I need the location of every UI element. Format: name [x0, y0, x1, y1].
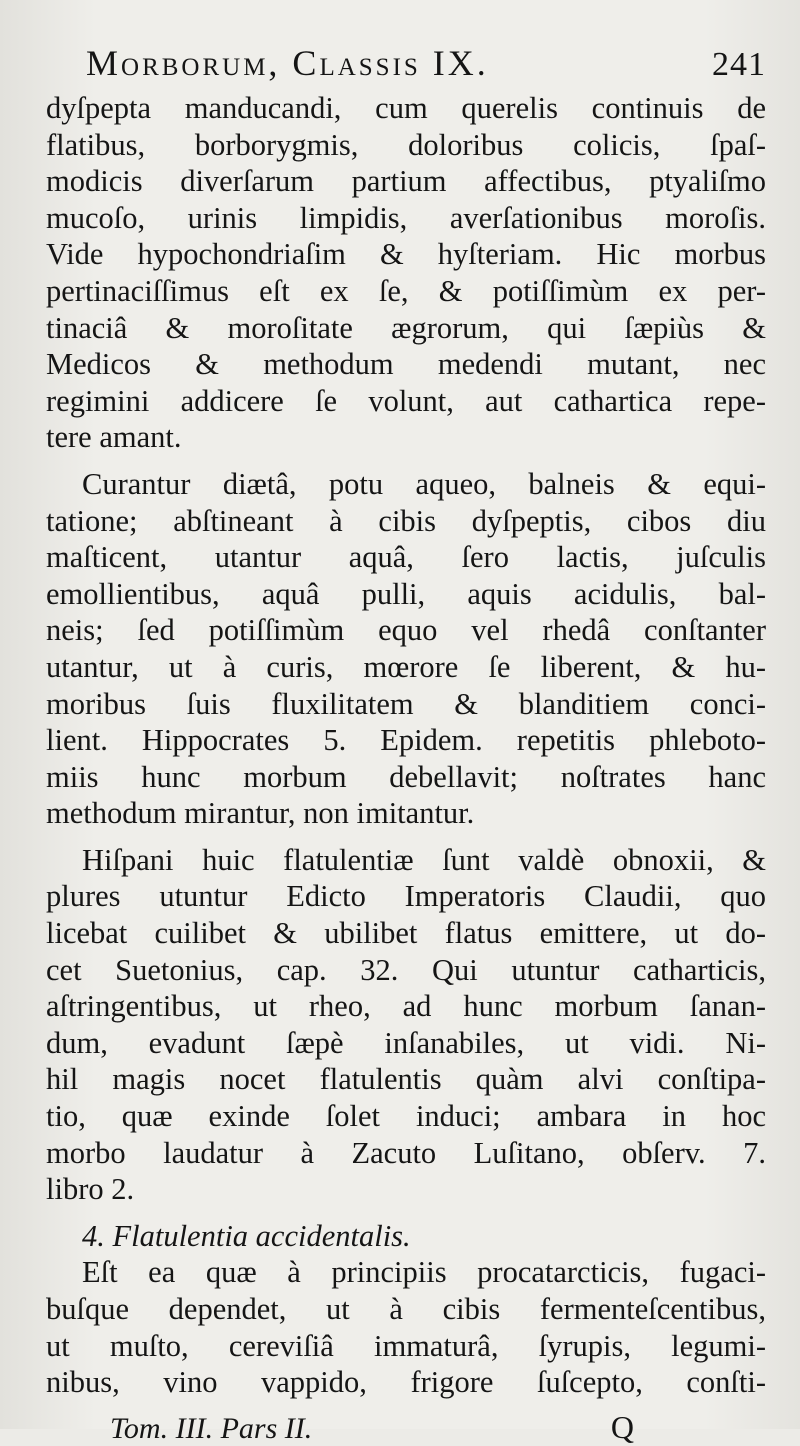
section-heading: 4. Flatulentia accidentalis. — [82, 1218, 411, 1253]
text-line: buſque dependet, ut à cibis fermenteſcentibus, — [46, 1292, 766, 1326]
page-number: 241 — [712, 46, 766, 83]
text-line: methodum mirantur, non imitantur. — [46, 796, 475, 831]
text-line: Eſt ea quæ à principiis procatarcticis, fugaci- — [82, 1255, 766, 1290]
body-text — [46, 90, 766, 1401]
text-line: tatione; abſtineant à cibis dyſpeptis, cibos diu — [46, 503, 766, 538]
text-line: maſticent, utantur aquâ, ſero lactis, juſculis — [46, 540, 766, 575]
volume-line: Tom. III. Pars II. — [110, 1411, 313, 1445]
page-footer — [46, 1409, 766, 1445]
text-line: Vide hypochondriaſim & hyſteriam. Hic morbus — [46, 237, 766, 272]
text-line: Hiſpani huic flatulentiæ ſunt valdè obnoxii, & — [82, 842, 766, 877]
text-line: flatibus, borborygmis, doloribus colicis, ſpaſ- — [46, 127, 766, 162]
text-line: lient. Hippocrates 5. Epidem. repetitis phleboto- — [46, 723, 766, 758]
text-line: cet Suetonius, cap. 32. Qui utuntur catharticis, — [46, 952, 766, 987]
text-line: Medicos & methodum medendi mutant, nec — [46, 347, 766, 382]
text-line: tere amant. — [46, 420, 182, 455]
text-line: regimini addicere ſe volunt, aut cathartica repe- — [46, 383, 766, 418]
text-line: moribus ſuis fluxilitatem & blanditiem conci- — [46, 686, 766, 721]
text-line: ut muſto, cereviſiâ immaturâ, ſyrupis, legumi- — [46, 1328, 766, 1363]
text-line: dum, evadunt ſæpè inſanabiles, ut vidi. Ni- — [46, 1025, 766, 1060]
text-line: plures utuntur Edicto Imperatoris Claudii, quo — [46, 879, 766, 914]
text-line: Curantur diætâ, potu aqueo, balneis & equi- — [82, 466, 766, 501]
signature-mark: Q — [610, 1408, 634, 1445]
text-line: miis hunc morbum debellavit; noſtrates hanc — [46, 759, 766, 794]
running-title: Morborum, Classis IX. — [86, 43, 489, 83]
text-line: neis; ſed potiſſimùm equo vel rhedâ conſtanter — [46, 613, 766, 648]
text-line: aſtringentibus, ut rheo, ad hunc morbum ſanan- — [46, 989, 766, 1024]
text-line: tio, quæ exinde ſolet induci; ambara in hoc — [46, 1099, 766, 1134]
text-line: utantur, ut à curis, mœrore ſe liberent, & hu- — [46, 649, 766, 684]
text-line: pertinaciſſimus eſt ex ſe, & potiſſimùm ex per- — [46, 273, 766, 308]
running-head — [46, 42, 766, 90]
text-line: hil magis nocet flatulentis quàm alvi conſtipa- — [46, 1062, 766, 1097]
text-line: nibus, vino vappido, frigore ſuſcepto, conſti- — [46, 1365, 766, 1400]
text-line: libro 2. — [46, 1172, 135, 1207]
text-line: tinaciâ & moroſitate ægrorum, qui ſæpiùs & — [46, 310, 766, 345]
text-line: mucoſo, urinis limpidis, averſationibus moroſis. — [46, 200, 766, 235]
text-line: modicis diverſarum partium affectibus, ptyaliſmo — [46, 164, 766, 199]
text-line: licebat cuilibet & ubilibet flatus emittere, ut do- — [46, 916, 766, 951]
text-line: emollientibus, aquâ pulli, aquis acidulis, bal- — [46, 576, 766, 611]
text-line: dyſpepta manducandi, cum querelis continuis de — [46, 91, 766, 125]
text-line: morbo laudatur à Zacuto Luſitano, obſerv. 7. — [46, 1135, 766, 1170]
